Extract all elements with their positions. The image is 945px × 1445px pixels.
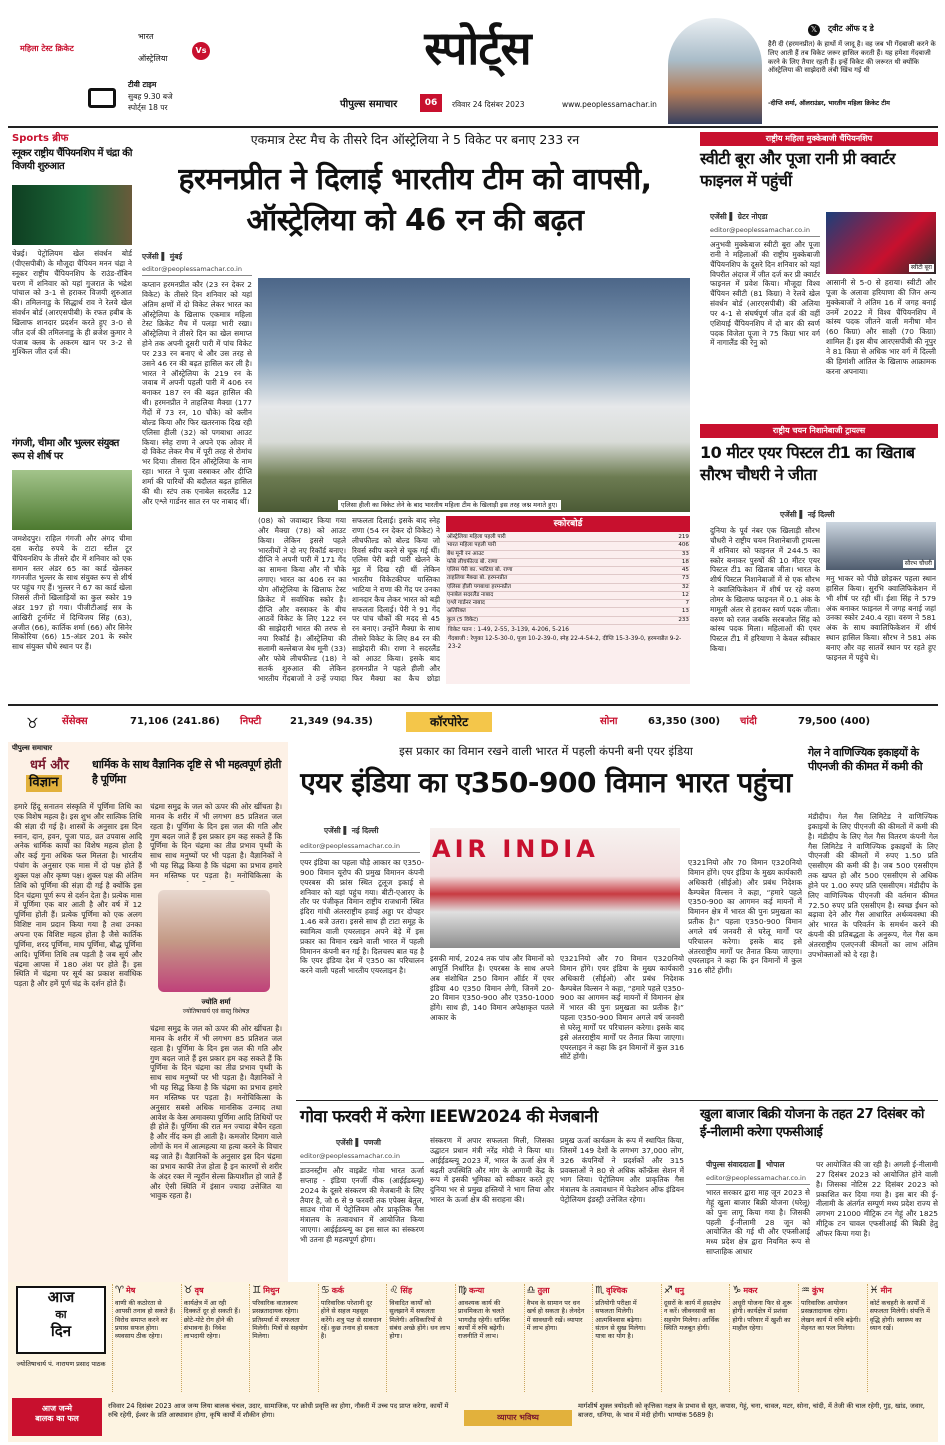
scoreboard-fow: विकेट पतन : 1-49, 2-55, 3-139, 4-206, 5-216	[448, 626, 569, 633]
gold-value: 63,350 (300)	[648, 716, 721, 727]
scoreboard-runs: 32	[651, 583, 690, 591]
promo-tv-label: टीवी टाइम	[128, 80, 157, 89]
promo-channel: स्पोर्ट्स 18 पर	[128, 103, 168, 112]
masthead-date: रविवार 24 दिसंबर 2023	[452, 100, 525, 109]
rashi-text: वाणी की कठोरता से आपसी तनाव हो सकते हैं। विरोध समाप्त करने का प्रयास सफल होगा। व्यवसाय ठीक रहेगा।	[115, 1299, 176, 1341]
gail-body: मंडीदीप। गेल गैस लिमिटेड ने वाणिज्यिक इकाइयों के लिए पीएनजी की कीमतों में कमी की है। मंडीदीप के लिए गेल गैस वितरण कंपनी गेल गैस लिमिटेड ने वाणिज्यिक इकाइयों के लिए पीएनजी की कीमतों में रुपए 1.50 प्रति एससीएम की कमी की है। जब 500 एससीएम तक खपत हो और 500 एससीएम से अधिक होने पर 1.00 रुपए प्रति एससीएम। मंडीदीप के लिए वाणिज्यिक पीएनजी की वर्तमान कीमत 72.50 रुपए प्रति एससीएम है। स्वच्छ ईंधन को बढ़ावा देने और गैस आधारित अर्थव्यवस्था की ओर भारत के परिवर्तन के समर्थन करने की कंपनी की प्रतिबद्धता के अनुरूप, गेल गैस कम अंतरराष्ट्रीय एलएनजी कीमतों का लाभ अंतिम उपभोक्ताओं को दे रहा है।	[808, 812, 938, 959]
goa-col1: डाउनस्ट्रीम और वाइब्रेंट गोवा भारत ऊर्जा सप्ताह - इंडिया एनर्जी वीक (आईईडब्ल्यू) 2024 के दूसरे संस्करण की मेजबानी के लिए तैयार है, जो 6 से 9 फरवरी तक एपेक्स बेतुल, साउथ गोवा में पेट्रोलियम और प्राकृतिक गैस मंत्रालय के तत्वावधान में आयोजित किया जाएगा। आईईडब्ल्यू का इस साल का संस्करण भी उतना ही महत्वपूर्ण होगा।	[300, 1166, 424, 1244]
scoreboard-row	[446, 567, 690, 575]
rashi-text: वैभव के सामान पर धन खर्च हो सकता है। लेनदेन में सावधानी रखें। व्यापार में लाभ होगा।	[526, 1299, 585, 1332]
tweet-author-photo	[668, 18, 762, 124]
horoscope-section	[8, 1282, 938, 1442]
shooting-byline: एजेंसी ▌ नई दिल्ली	[780, 510, 835, 519]
dharm-col2b: चंद्रमा समुद्र के जल को ऊपर की ओर खींचता है। मानव के शरीर में भी लगभग 85 प्रतिशत जल रहता है। पूर्णिमा के दिन इस जल की गति और गुण बदल जाते हैं इस प्रकार हम कह सकते हैं कि पूर्णिमा के दिन चंद्रमा का तीव्र प्रभाव पृथ्वी के साथ साथ मनुष्यों पर भी पड़ता है। वैज्ञानिकों ने भी यह सिद्ध किया है कि चंद्रमा का प्रभाव हमारे मन मस्तिष्क पर पड़ता है। मनोचिकित्सा के अनुसार सबसे अधिक मानसिक उन्माद तथा आवेश के केस अमावस्या पूर्णिमा आदि तिथियों पर ही होते हैं। पूर्णिमा की रात मन ज्यादा बेचैन रहता है और नींद कम ही आती है। कमजोर दिमाग वाले लोगों के मन में आत्महत्या या हत्या करने के विचार बढ़ जाते हैं। वैज्ञानिकों के अनुसार इस दिन चंद्रमा का प्रभाव काफी तेज होता है इन कारणों से शरीर के अंदर रक्त में न्यूरॉन सेल्स क्रियाशील हो जाते हैं और ऐसी स्थिति में इंसान ज्यादा उत्तेजित या भावुक रहता है।	[150, 1024, 282, 1201]
scoreboard-batter: फोबे लीचफील्ड बो. राणा	[446, 558, 651, 566]
scoreboard-row	[446, 591, 690, 599]
scoreboard-runs: 45	[651, 567, 690, 575]
rashi-name: मिथुन	[263, 1286, 280, 1295]
promo-team2: ऑस्ट्रेलिया	[138, 54, 168, 63]
rashi-text: कार्यक्षेत्र में आ रही दिक्कतें दूर हो सकती हैं। छोटे-मोटे रोग होने की संभावना है। निवेश लाभदायी रहेगा।	[183, 1299, 241, 1341]
born-text: रविवार 24 दिसंबर 2023 आज जन्म लिया बालक चंचल, उदार, सामाजिक, पर क्रोधी प्रवृत्ति का होगा, नौकरी में उच्च पद प्राप्त करेगा, कार्यों में रुचि रहेगी, ईश्वर के प्रति आस्थावान होगा, कृषि कार्यों में शौकीन होगा।	[108, 1402, 449, 1419]
rashi-cell	[867, 1284, 933, 1392]
airindia-col1: एयर इंडिया का पहला चौड़े आकार का ए350-900 विमान यूरोप की प्रमुख विमानन कंपनी एयरबस की फ्रांस स्थित टूलूज इकाई से शनिवार को यहां पहुंच गया। बीटी-एआरए के तौर पर पंजीकृत विमान राष्ट्रीय राजधानी स्थित इंदिरा गांधी अंतरराष्ट्रीय हवाई अड्डा पर दोपहर 1.46 बजे उतरा। इससे साथ ही टाटा समूह के स्वामित्व वाली एयरलाइन अपने बेड़े में इस प्रकार का विमान रखने वाली भारत में पहली विमानन कंपनी बन गई है। दिलचस्प बात यह है कि एयर इंडिया देश में ए350 का परिचालन करने वाली पहली भारतीय एयरलाइन है।	[300, 858, 424, 976]
horoscope-title-2: का	[55, 1307, 67, 1321]
promo-box	[8, 30, 208, 125]
sensex-value: 71,106 (241.86)	[130, 716, 220, 727]
rashi-text: अधूरी योजना फिर से शुरू होगी। कार्यक्षेत्र में प्रशंसा होगी। परिवार में खुशी का माहौल रहेगा।	[732, 1299, 792, 1332]
born-label-1: आज जन्मे	[41, 1404, 73, 1413]
lead-email: editor@peoplessamachar.co.in	[142, 265, 252, 276]
scoreboard-runs: 7	[651, 600, 690, 608]
shooting-headline: 10 मीटर एयर पिस्टल टी1 का खिताब सौरभ चौधरी ने जीता	[700, 443, 915, 485]
rashi-cell	[798, 1284, 864, 1392]
x-icon: 𝕏	[808, 24, 820, 36]
rashi-cell	[112, 1284, 178, 1392]
goa-byline: एजेंसी ▌ पणजी	[336, 1138, 381, 1147]
tweet-author: -दीप्ति शर्मा, ऑलराउंडर, भारतीय महिला क्रिकेट टीम	[768, 100, 890, 107]
shooting-col2: मनु भाकर को पीछे छोड़कर पहला स्थान हासिल किया। सुरभि क्वालिफिकेशन में भी शीर्ष पर रही थीं। ईशा सिंह ने 579 अंक बनाकर फाइनल में जगह बनाई जहां उनका स्कोर 240.4 रहा। वरुण ने 581 अंक के साथ क्वालिफिकेशन में शीर्ष स्थान हासिल किया। सौरभ ने 581 अंक बनाए और वह सातवें स्थान पर रहते हुए फाइनल में पहुंचे थे।	[826, 574, 936, 662]
promo-match-label: महिला टेस्ट क्रिकेट	[20, 44, 74, 53]
zodiac-icon: ♓	[869, 1285, 879, 1296]
airindia-headline: एयर इंडिया का ए350-900 विमान भारत पहुंचा	[300, 766, 792, 799]
boxing-byline: एजेंसी ▌ ग्रेटर नोएडा	[710, 212, 768, 221]
zodiac-icon: ♉	[183, 1285, 193, 1296]
airindia-col4: ए321नियो और 70 विमान ए320नियो विमान होंगे। एयर इंडिया के मुख्य कार्यकारी अधिकारी (सीईओ) और प्रबंध निदेशक कैम्पबेल विल्सन ने कहा, “हमारे पहले ए350-900 का आगमन कई मायनों में विमानन क्षेत्र में भारत की पुनः प्रमुखता का प्रतीक है।” पहला ए350-900 विमान अगले वर्ष जनवरी से घरेलू मार्गों पर परिचालन करेगा। इसके बाद इसे अंतरराष्ट्रीय मार्गों पर तैनात किया जाएगा। एयरलाइन ने कहा कि इन विमानों में कुल 316 सीटें होंगी।	[688, 858, 802, 976]
rashi-cell	[386, 1284, 452, 1392]
scoreboard-batter: ऑस्ट्रेलिया महिला पहली पारी	[446, 534, 651, 542]
rashi-cell	[524, 1284, 590, 1392]
airindia-col2: इसकी मार्च, 2024 तक पांच और विमानों को आपूर्ति निर्धारित है। एयरबस के साथ अपने अब संशोधित 250 विमान ऑर्डर में एयर इंडिया 40 ए350 विमान लेगी, जिनमें 20-20 विमान ए350-900 और ए350-1000 होंगे। साथ ही, 140 विमान अपेक्षाकृत पतले आकार के	[430, 954, 554, 1023]
dharm-tag1: धर्म और	[30, 758, 69, 773]
shooting-banner: राष्ट्रीय चयन निशानेबाजी ट्रायल्स	[700, 424, 938, 438]
scoreboard-runs: 13	[651, 608, 690, 616]
rashi-name: कुंभ	[811, 1286, 824, 1295]
golf-photo	[12, 470, 132, 530]
boxing-col2: आसानी से 5-0 से हराया। स्वीटी और पूजा के अलावा हरियाणा की जिन अन्य मुक्केबाजों ने अंतिम 16 में जगह बनाई उनमें 2022 में विश्व चैंपियनशिप में कांस्य पदक जीतने वाली मनीषा मौन (60 किग्रा) और साक्षी (70 किग्रा) शामिल हैं। इस बीच आरएसपीबी की नूपुर ने 81 किग्रा से अधिक भार वर्ग में दिल्ली की हिमांशी आंतिल के खिलाफ आक्रामक करना अपनाया।	[826, 278, 936, 376]
vyapar-label: व्यापार भविष्य	[464, 1410, 572, 1426]
rashi-cell	[249, 1284, 315, 1392]
tweet-text: हैरी दी (हरमनप्रीत) के हाथों में जादू है। वह जब भी गेंदबाजी करने के लिए आती हैं तब विकेट जरूर हासिल करती हैं। यह हमेशा गेंदबाजी करने के लिए तैयार रहती हैं। इन्हें विकेट की जरूरत थी क्योंकि ऑस्ट्रेलिया की साझेदारी लंबी खिंच गई थी	[768, 40, 936, 75]
gail-headline: गेल ने वाणिज्यिक इकाइयों के पीएनजी की कीमत में कमी की	[808, 746, 923, 774]
scoreboard-row	[446, 608, 690, 616]
goa-col3: प्रमुख ऊर्जा कार्यक्रम के रूप में स्थापित किया, जिसमें 149 देशों के लगभग 37,000 लोग, 326 कंपनियों ने प्रदर्शकों और 315 प्रवक्ताओं ने 80 से अधिक कॉन्फ्रेंस सेशन में भाग लिया। पेट्रोलियम और प्राकृतिक गैस मंत्रालय के तत्वावधान में फेडरेशन ऑफ इंडियन पेट्रोलियम इंडस्ट्री उत्तेजित रहेगा।	[560, 1136, 684, 1205]
rashi-text: कोर्ट कचहरी के कार्यों में सफलता मिलेगी। संपत्ति में वृद्धि होगी। स्वास्थ्य का ध्यान रखें।	[869, 1299, 930, 1332]
born-label	[12, 1398, 102, 1436]
rashi-name: वृष	[194, 1286, 204, 1295]
promo-team1: भारत	[138, 32, 154, 41]
scoreboard-table	[446, 534, 690, 625]
brief-headline-1: स्नूकर राष्ट्रीय चैंपियनशिप में चंद्रा की विजयी शुरुआत	[12, 148, 132, 172]
rashi-name: वृश्चिक	[606, 1286, 628, 1295]
zodiac-icon: ♒	[801, 1285, 810, 1296]
scoreboard-title: स्कोरबोर्ड	[446, 516, 690, 532]
scoreboard-batter: ताहलिया मैक्ग्रा बो. हरमनप्रीत	[446, 575, 651, 583]
scoreboard-row	[446, 616, 690, 624]
rashi-text: परिवारिक वातावरण प्रसन्नतादायक रहेगा। प्रतिस्पर्धा में सफलता मिलेगी। मित्रों से सहयोग मिलेगा।	[252, 1299, 308, 1341]
scoreboard-row	[446, 583, 690, 591]
zodiac-icon: ♏	[595, 1285, 605, 1296]
zodiac-icon: ♌	[389, 1285, 399, 1296]
goa-email: editor@peoplessamachar.co.in	[300, 1152, 424, 1163]
boxing-photo-caption: स्वीटी बूरा	[910, 264, 932, 272]
rashi-text: दूसरों के कार्य में हस्तक्षेप न करें। जीवनसाथी का सहयोग मिलेगा। आर्थिक स्थिति मजबूत होगी।	[663, 1299, 721, 1332]
rashi-name: सिंह	[400, 1286, 413, 1295]
scoreboard-batter: भारत महिला पहली पारी	[446, 542, 651, 550]
scoreboard-batter: एनाबेल सदरलैंड नाबाद	[446, 591, 651, 599]
scoreboard	[446, 516, 690, 684]
horoscope-title-box	[16, 1286, 106, 1354]
zodiac-icon: ♍	[458, 1285, 467, 1296]
airindia-email: editor@peoplessamachar.co.in	[300, 842, 420, 853]
tweet-box	[768, 24, 940, 124]
goa-rule	[296, 1100, 938, 1101]
boxing-col1: अनुभवी मुक्केबाज स्वीटी बूरा और पूजा रानी ने महिलाओं की राष्ट्रीय मुक्केबाजी चैंपियनशिप के दूसरे दिन शनिवार को यहां विपरीत अंदाज में जीत दर्ज कर प्री क्वार्टर फाइनल में प्रवेश किया। मौजूदा विश्व चैंपियन स्वीटी (81 किग्रा) ने रेलवे खेल संवर्धन बोर्ड (आरएसपीबी) की अलिया पर 4-1 से संघर्षपूर्ण जीत दर्ज की वहीं एशियाई चैंपियनशिप में दो बार की स्वर्ण पदक विजेता पूजा ने 75 किग्रा भार वर्ग में नागालैंड की रेनु को	[710, 240, 820, 348]
rashi-grid	[112, 1284, 936, 1392]
gold-label: सोना	[600, 716, 618, 727]
section-title: स्पोर्ट्स	[424, 21, 531, 75]
shooting-col1: दुनिया के पूर्व नंबर एक खिलाड़ी सौरभ चौधरी ने राष्ट्रीय चयन निशानेबाजी ट्रायल्स में शनिवार को फाइनल में 244.5 का स्कोर बनाकर पुरुषों की 10 मीटर एयर पिस्टल टी1 का खिताब जीता। भारत के शीर्ष पिस्टल निशानेबाजों में से एक सौरभ ने क्वालिफिकेशन में शीर्ष पर रहे वरुण तोमर के खिलाफ फाइनल में 0.1 अंक के मामूली अंतर से हराकर स्वर्ण पदक जीता। वरुण को रजत जबकि सरबजोत सिंह को कांस्य पदक मिला। महिलाओं की एयर पिस्टल टी1 में हरियाणा ने केवल स्वीकार किया।	[710, 526, 820, 654]
lead-col1: कप्तान हरमनप्रीत कौर (23 रन देकर 2 विकेट) के तीसरे दिन शनिवार को यहां अंतिम क्षणों में दो विकेट लेकर भारत का ऑस्ट्रेलिया के खिलाफ एकमात्र महिला टेस्ट क्रिकेट मैच में पलड़ा भारी रखा। ऑस्ट्रेलिया ने तीसरे दिन का खेल समाप्त होने तक अपनी दूसरी पारी में पांच विकेट पर 233 रन बनाए थे और उस तरह से उसने 46 रन की बढ़त हासिल कर ली है। भारत ने ऑस्ट्रेलिया के 219 रन के जवाब में अपनी पहली पारी में 406 रन बनाकर 187 रन की बढ़त हासिल की थी। हरमनप्रीत ने ताहलिया मैक्ग्रा (177 गेंदों में 73 रन, 10 चौके) को क्लीन बोल्ड किया और फिर खतरनाक दिख रही एलिसा हीली (32) को पगबाधा आउट किया। स्नेह राणा ने अपने एक ओवर में दो विकेट लेकर मैच में पूरी तरह से रोमांच भर दिया। तीसरा दिन ऑस्ट्रेलिया के नाम रहा। भारत ने पूजा वस्त्राकर और दीप्ति शर्मा की पारियों की बदौलत बढ़त हासिल की थी। स्टंप तक एनाबेल सदरलैंड 12 और एश्ले गार्डनर सात रन पर नाबाद थीं।	[142, 280, 252, 506]
nifty-value: 21,349 (94.35)	[290, 716, 373, 727]
dharm-headline: धार्मिक के साथ वैज्ञानिक दृष्टि से भी महत्वपूर्ण होती है पूर्णिमा	[92, 758, 281, 786]
rashi-name: मीन	[880, 1286, 892, 1295]
masthead-rule	[8, 126, 938, 128]
rashi-name: मेष	[125, 1286, 136, 1295]
snooker-photo	[12, 185, 132, 245]
dharm-col2a: चंद्रमा समुद्र के जल को ऊपर की ओर खींचता है। मानव के शरीर में भी लगभग 85 प्रतिशत जल रहता है। पूर्णिमा के दिन इस जल की गति और गुण बदल जाते हैं इस प्रकार हम कह सकते हैं कि पूर्णिमा के दिन चंद्रमा का तीव्र प्रभाव पृथ्वी के साथ साथ मनुष्यों पर भी पड़ता है। वैज्ञानिकों ने भी यह सिद्ध किया है कि चंद्रमा का प्रभाव हमारे मन मस्तिष्क पर पड़ता है। मनोचिकित्सा के	[150, 802, 282, 880]
fci-col1: भारत सरकार द्वारा माह जून 2023 से गेहूं खुला बाजार बिक्री योजना (घरेलू) को पुनः लागू किया गया है। जिसकी पहली ई-नीलामी 28 जून को आयोजित की गई थी और एफसीआई मध्य प्रदेश क्षेत्र द्वारा नियमित रूप से साप्ताहिक आधार	[706, 1188, 810, 1257]
rashi-name: तुला	[537, 1286, 550, 1295]
dharm-author-photo	[158, 890, 270, 992]
scoreboard-row	[446, 600, 690, 608]
rashi-cell	[592, 1284, 658, 1392]
rashi-text: प्रतियोगी परीक्षा में सफलता मिलेगी। आत्मविश्वास बढ़ेगा। संतान से सुख मिलेगा। यात्रा का योग है।	[595, 1299, 646, 1341]
tweet-header: ट्वीट ऑफ द डे	[828, 24, 874, 33]
scoreboard-batter: कुल (5 विकेट)	[446, 616, 651, 624]
scoreboard-row	[446, 534, 690, 542]
horoscope-title-3: दिन	[50, 1321, 72, 1340]
lead-col3: सफलता दिलाई। इसके बाद स्नेह राणा (54 रन देकर दो विकेट) ने लीचफील्ड को बोल्ड किया जो रिवर्स स्वीप करने से चूक गई थीं। एलिस पेरी बड़ी पारी खेलने के मूड में दिख रही थीं लेकिन भारतीय विकेटकीपर यास्तिका भाटिया ने राणा की गेंद पर उनका शानदार कैच लेकर भारत को बड़ी सफलता दिलाई। पेरी ने 91 गेंद पर पांच चौकों की मदद से 45 रन बनाए। उन्होंने मैक्ग्रा के साथ तीसरे विकेट के लिए 84 रन की साझेदारी की। राणा ने सदरलैंड को आउट किया। इसके बाद हरमनप्रीत ने पहले हीली और फिर मैक्ग्रा का कैच छोड़ा	[352, 516, 440, 682]
scoreboard-batter: अतिरिक्त	[446, 608, 651, 616]
scoreboard-bowling: गेंदबाजी : रेणुका 12-5-30-0, पूजा 10-2-39-0, स्नेह 22-4-54-2, दीप्ति 15-3-39-0, हरमनप्रीत 9-2-23-2	[448, 636, 682, 650]
zodiac-icon: ♑	[732, 1285, 742, 1296]
airindia-kicker: इस प्रकार का विमान रखने वाली भारत में पहली कंपनी बनी एयर इंडिया	[399, 744, 693, 758]
boxing-headline: स्वीटी बूरा और पूजा रानी प्री क्वार्टर फाइनल में पहुंचीं	[700, 149, 896, 190]
shooting-photo	[826, 522, 936, 570]
goa-headline: गोवा फरवरी में करेगा IEEW2024 की मेजबानी	[300, 1107, 598, 1127]
astro-name: ज्योतिषाचार्य पं. नारायण प्रसाद पाठक	[16, 1360, 106, 1368]
horoscope-title-1: आज	[47, 1288, 75, 1306]
rashi-cell	[455, 1284, 521, 1392]
boxing-banner: राष्ट्रीय महिला मुक्केबाजी चैंपियनशिप	[700, 132, 938, 146]
sensex-label: सेंसेक्स	[62, 716, 88, 727]
airindia-photo	[430, 828, 680, 948]
scoreboard-batter: एलिसा हीली पगबाधा हरमनप्रीत	[446, 583, 651, 591]
markets-rule-top	[8, 704, 938, 706]
promo-time: सुबह 9.30 बजे	[128, 92, 173, 101]
scoreboard-row	[446, 575, 690, 583]
fci-col2: पर आयोजित की जा रही है। अगली ई-नीलामी 27 दिसंबर 2023 को आयोजित होने वाली है। जिसका नोटिस 22 दिसंबर 2023 को प्रकाशित कर दिया गया है। इस बार की ई-नीलामी के अंतर्गत सम्पूर्ण मध्य प्रदेश राज्य से लगभग 21000 मीट्रिक टन गेहूं और 1825 मीट्रिक टन चावल एफसीआई की बिक्री हेतु ऑफर किया गया है।	[816, 1160, 938, 1238]
rashi-text: पारिवारिक परेशानी दूर होने से सहज महसूस करेंगे। शत्रु पक्ष से सावधान रहें। कुछ तनाव हो सकता है।	[320, 1299, 382, 1341]
boxing-photo	[826, 212, 936, 274]
scoreboard-row	[446, 558, 690, 566]
lead-col2: (08) को जवाब्दार किया गया और मैक्ग्रा (78) को आउट किया। लेकिन इससे पहले भारतीयों ने दो नए रिकॉर्ड बनाए। दीप्ति ने अपनी पारी में 171 गेंद का सामना किया और नौ चौके लगाए। भारत का 406 रन का योग ऑस्ट्रेलिया के खिलाफ टेस्ट क्रिकेट में सर्वाधिक स्कोर है। दीप्ति और वस्त्राकर के बीच आठवें विकेट के लिए 122 रन की साझेदारी भारत की तरफ से नया रिकॉर्ड है। ऑस्ट्रेलिया की सलामी बल्लेबाज बेथ मूनी (33) और फोबे लीचफील्ड (18) ने सतर्क शुरुआत की लेकिन भारतीय गेंदबाजों ने उन्हें ज्यादा	[258, 516, 346, 682]
brief-headline-2: गंगजी, चीमा और भुल्लर संयुक्त रूप से शीर्ष पर	[12, 438, 119, 462]
lead-photo	[258, 278, 690, 512]
zodiac-icon: ♋	[320, 1285, 330, 1296]
dharm-author-title: ज्योतिषाचार्य एवं वास्तु विशेषज्ञ	[182, 1008, 250, 1015]
goa-col2: संस्करण में अपार सफलता मिली, जिसका उद्घाटन प्रधान मंत्री नरेंद्र मोदी ने किया था। आईईडब्ल्यू 2023 में, भारत के ऊर्जा क्षेत्र में बढ़ती उपस्थिति और मांग के आगामी केंद्र के रूप में इसकी भूमिका को स्वीकार करते हुए दुनिया भर से प्रमुख हस्तियों ने भाग लिया और भारत के ऊर्जा क्षेत्र की सराहना की।	[430, 1136, 554, 1205]
zodiac-icon: ♎	[526, 1285, 536, 1296]
rashi-cell	[181, 1284, 247, 1392]
silver-value: 79,500 (400)	[798, 716, 871, 727]
rashi-cell	[729, 1284, 795, 1392]
corporate-section: कॉरपोरेट	[406, 712, 492, 732]
scoreboard-batter: एश्ले गार्डनर नाबाद	[446, 600, 651, 608]
born-label-2: बालक का फल	[35, 1414, 79, 1424]
promo-vs-badge: Vs	[192, 42, 210, 60]
lead-headline: हरमनप्रीत ने दिलाई भारतीय टीम को वापसी, ऑस्ट्रेलिया को 46 रन की बढ़त	[178, 162, 652, 238]
zodiac-icon: ♈	[115, 1285, 124, 1296]
silver-label: चांदी	[740, 716, 757, 727]
fci-headline: खुला बाजार बिक्री योजना के तहत 27 दिसंबर को ई-नीलामी करेगा एफसीआई	[700, 1107, 924, 1141]
markets-bar	[8, 710, 938, 734]
brief-body-1: चेन्नई। पेट्रोलियम खेल संवर्धन बोर्ड (पीएसपीबी) के मौजूदा चैंपियन मनन चंद्रा ने स्नूकर राष्ट्रीय चैंपियनशिप के राउंड-रॉबिन चरण में शनिवार को यहां गुजरात के भद्रेश पांचाल को 3-1 से हराकर विजयी शुरुआत की। तमिलनाडु के सिद्धार्थ राव ने रेलवे खेल संवर्धन बोर्ड (आरएसपीबी) के रफत हबीब के खिलाफ शानदार प्रदर्शन करते हुए 3-0 से जीत दर्ज की तमिलनाडु के ही ब्रजेश कुमार ने पंजाब क्लब के अकरम खान पर 3-2 से मुश्किल जीत दर्ज की।	[12, 249, 132, 357]
airindia-livery-text: AIR INDIA	[432, 835, 599, 863]
brief-logo: Sports ब्रीफ	[12, 133, 69, 144]
nifty-label: निफ्टी	[240, 716, 262, 727]
rashi-name: कर्क	[331, 1286, 345, 1295]
scoreboard-runs: 33	[651, 550, 690, 558]
lead-byline: एजेंसी ▌ मुंबई	[142, 252, 183, 261]
shooting-photo-caption: सौरभ चौधरी	[904, 560, 932, 568]
fci-byline: पीपुल्स संवाददाता ▌ भोपाल	[706, 1160, 785, 1169]
rashi-text: विवादित कार्यों को सुलझाने में सफलता मिलेगी। अधिकारियों से संबंध अच्छे होंगे। धन लाभ होगा।	[389, 1299, 451, 1341]
rashi-text: पारिवारिक आयोजन प्रसन्नतादायक रहेगा। लेखन कार्य में रुचि बढ़ेगी। मेहनत का फल मिलेगा।	[801, 1299, 861, 1332]
fci-email: editor@peoplessamachar.co.in	[706, 1174, 810, 1185]
rashi-text: आवश्यक कार्य की प्राथमिकता के चलते भागदौड़ रहेगी। धार्मिक कार्यों में रुचि बढ़ेगी। राजनीति में लाभ।	[458, 1299, 510, 1341]
website: www.peoplessamachar.in	[562, 100, 657, 109]
dharm-col1: हमारे हिंदू सनातन संस्कृति में पूर्णिमा तिथि का एक विशेष महत्व है। इस शुभ और सात्विक तिथि की संज्ञा दी गई है। शास्त्रों के अनुसार इस दिन स्नान, दान, हवन, पूजा पाठ, व्रत उपवास आदि अनेक धार्मिक कार्यों का विशेष महत्व होता है और कई गुना अधिक फल मिलता है। भारतीय पंचांग के अनुसार एक मास में दो पक्ष होते हैं शुक्ल पक्ष और कृष्ण पक्ष। शुक्ल पक्ष की अंतिम तिथि को पूर्णिमा की संज्ञा दी गई है क्योंकि इस दिन चंद्रमा पूर्ण रूप से दर्शन देता है। प्रत्येक मास में पूर्णिमा एक बार आती है और वर्ष में 12 पूर्णिमा होती हैं। प्रत्येक पूर्णिमा को एक अलग विशिष्ट नाम प्रदान किया गया है तथा उनका अपना एक विशिष्ट महत्व होता है जैसे कार्तिक पूर्णिमा, शरद पूर्णिमा, माघ पूर्णिमा, बौद्ध पूर्णिमा आदि। पूर्णिमा तिथि तब पड़ती है जब सूर्य और चंद्रमा आपस में 180 अंश पर होते हैं। इस स्थिति में चंद्रमा पर सूर्य का प्रकाश सर्वाधिक पड़ता है और हमें पूर्ण चंद्र के दर्शन होते हैं।	[14, 802, 142, 989]
rashi-cell	[661, 1284, 727, 1392]
scoreboard-runs: 73	[651, 575, 690, 583]
scoreboard-batter: एलिस पेरी का. भाटिया बो. राणा	[446, 567, 651, 575]
boxing-email: editor@peoplessamachar.co.in	[710, 226, 820, 237]
scoreboard-batter: बेथ मूनी रन आउट	[446, 550, 651, 558]
brief-body-2: जमशेदपुर। राहिल गंगजी और अंगद चीमा दस करोड़ रुपये के टाटा स्टील टूर चैंपियनशिप के तीसरे दौर में शनिवार को एक समान स्तर अंडर 65 का कार्ड खेलकर गगनजीत भुल्लर के साथ संयुक्त रूप से शीर्ष पर पहुंच गए हैं। भुल्लर ने 67 का कार्ड खेला जिससे तीनों खिलाड़ियों का कुल स्कोर 19 अंडर 197 हो गया। पीजीटीआई सत्र के आखिरी टूर्नामेंट में दिग्विजय सिंह (63), अजीत (66), कार्तिक शर्मा (66) और सिनेर सिकोरिया (66) 15-अंडर 201 के स्कोर साथ संयुक्त चौथे स्थान पर हैं।	[12, 534, 132, 652]
scoreboard-runs: 233	[651, 616, 690, 624]
scoreboard-row	[446, 542, 690, 550]
dharm-author-name: ज्योति शर्मा	[201, 998, 231, 1006]
page-number: 06	[420, 94, 442, 112]
scoreboard-runs: 406	[651, 542, 690, 550]
vyapar-text: मार्गशीर्ष शुक्ल त्रयोदशी को कृत्तिका नक्षत्र के प्रभाव से सूत, कपास, गेहूं, चना, चावल, मटर, सोना, चांदी, में तेजी की चाल रहेगी, गुड़, खांड, जवार, बाजरा, धनिया, के भाव में मंदी होगी। भाग्यांक 5689 है।	[578, 1402, 925, 1419]
rashi-name: कन्या	[468, 1286, 485, 1295]
scoreboard-runs: 219	[651, 534, 690, 542]
dharm-tag2: विज्ञान	[26, 775, 62, 792]
lead-kicker: एकमात्र टेस्ट मैच के तीसरे दिन ऑस्ट्रेलिया ने 5 विकेट पर बनाए 233 रन	[250, 132, 580, 147]
airindia-col3: ए321नियो और 70 विमान ए320नियो विमान होंगे। एयर इंडिया के मुख्य कार्यकारी अधिकारी (सीईओ) और प्रबंध निदेशक कैम्पबेल विल्सन ने कहा, “हमारे पहले ए350-900 का आगमन कई मायनों में विमानन क्षेत्र में भारत की पुनः प्रमुखता का प्रतीक है।” पहला ए350-900 विमान अगले वर्ष जनवरी से घरेलू मार्गों पर परिचालन करेगा। इसके बाद इसे अंतरराष्ट्रीय मार्गों पर तैनात किया जाएगा। एयरलाइन ने कहा कि इन विमानों में कुल 316 सीटें होंगी।	[560, 954, 684, 1062]
bull-icon: ♉	[26, 716, 39, 732]
paper-name: पीपुल्स समाचार	[340, 99, 398, 110]
rashi-name: मकर	[743, 1286, 758, 1295]
rashi-cell	[318, 1284, 384, 1392]
zodiac-icon: ♐	[663, 1285, 673, 1296]
lead-photo-caption: एलिसा हीली का विकेट लेने के बाद भारतीय महिला टीम के खिलाड़ी इस तरह जश्न मनाते हुए।	[338, 500, 561, 510]
zodiac-icon: ♊	[252, 1285, 262, 1296]
scoreboard-runs: 12	[651, 591, 690, 599]
scoreboard-row	[446, 550, 690, 558]
rashi-name: धनु	[674, 1286, 685, 1295]
scoreboard-runs: 18	[651, 558, 690, 566]
tv-icon	[88, 88, 116, 108]
airindia-byline: एजेंसी ▌ नई दिल्ली	[324, 826, 379, 835]
dharm-paper: पीपुल्स समाचार	[12, 744, 53, 752]
